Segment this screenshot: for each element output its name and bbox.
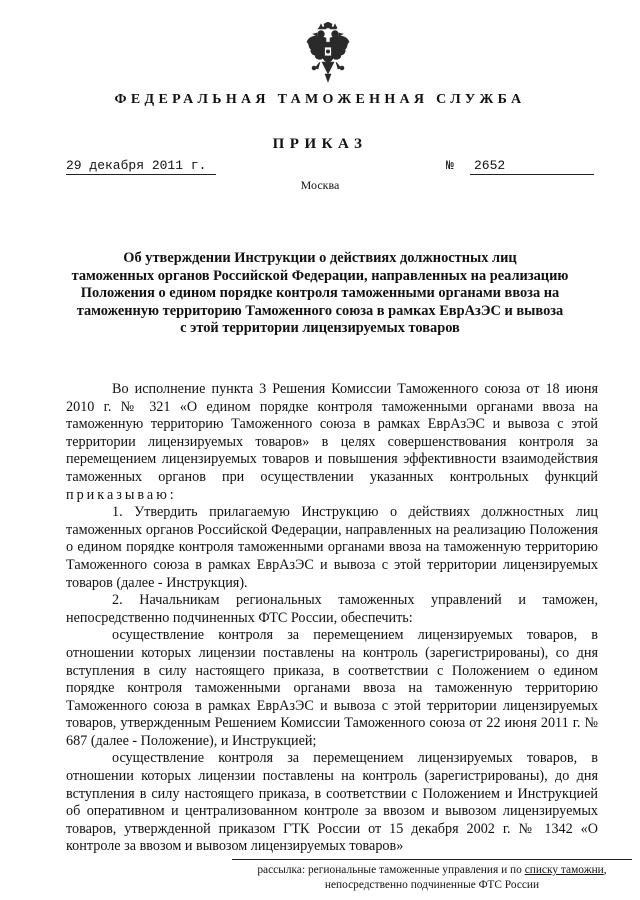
distribution-link[interactable]: списку таможни — [524, 864, 604, 876]
distribution-prefix: рассылка: региональные таможенные управления и по — [257, 864, 522, 876]
title-line: с этой территории лицензируемых товаров — [180, 320, 460, 337]
title-line: Положения о едином порядке контроля таможенными органами ввоза на — [80, 285, 560, 302]
title-line: Об утверждении Инструкции о действиях должностных лиц — [123, 250, 517, 266]
order-number-label: № — [446, 158, 454, 173]
document-type: ПРИКАЗ — [272, 136, 368, 152]
intro-text: Во исполнение пункта 3 Решения Комиссии Таможенного союза от 18 июня 2010 г. № 321 «О едином порядке контроля таможенными органами ввоза на таможенную территорию Таможенного союза в рамках ЕврАзЭС и вывоза с этой территории лицензируемых товаров» в целях совершенствования контроля за перемещением лицензируемых товаров и повышения эффективности взаимодействия таможенных органов при осуществлении указанных контрольных функций — [66, 381, 598, 485]
city: Москва — [300, 178, 340, 192]
distribution-note — [232, 863, 632, 893]
distribution-line — [232, 863, 632, 878]
order-body — [66, 381, 598, 856]
item-1: 1. Утвердить прилагаемую Инструкцию о действиях должностных лиц таможенных органов Российской Федерации, направленных на реализацию Положения о едином порядке контроля таможенными органами ввоза на таможенную территорию Таможенного союза в рамках ЕврАзЭС и вывоза с этой территории лицензируемых товаров (далее - Инструкция). — [66, 504, 598, 591]
distribution-line-2: непосредственно подчиненные ФТС России — [324, 879, 540, 891]
emblem — [306, 22, 350, 84]
order-title — [40, 250, 600, 338]
item-2: 2. Начальникам региональных таможенных управлений и таможен, непосредственно подчиненных ФТС России, обеспечить: — [66, 592, 598, 626]
order-date: 29 декабря 2011 г. — [66, 158, 216, 175]
double-headed-eagle-icon — [306, 22, 350, 84]
footer-separator — [232, 859, 632, 860]
intro-paragraph — [66, 381, 598, 504]
distribution-suffix: , — [603, 864, 607, 876]
order-word: приказываю: — [66, 486, 177, 503]
title-line: таможенную территорию Таможенного союза в рамках ЕврАзЭС и вывоза — [76, 302, 564, 319]
item-2-subitem-a: осуществление контроля за перемещением лицензируемых товаров, в отношении которых лицензии поставлены на контроль (зарегистрированы), со дня вступления в силу настоящего приказа, в соответствии с Положением о едином порядке контроля таможенными органами ввоза на таможенную территорию Таможенного союза в рамках ЕврАзЭС и вывоза с этой территории лицензируемых товаров, утвержденным Решением Комиссии Таможенного союза от 22 июня 2011 г. № 687 (далее - Положение), и Инструкцией; — [66, 627, 598, 749]
order-number: 2652 — [470, 158, 594, 175]
title-line: таможенных органов Российской Федерации, направленных на реализацию — [71, 267, 569, 284]
item-2-subitem-b: осуществление контроля за перемещением лицензируемых товаров, в отношении которых лицензии поставлены на контроль (зарегистрированы), до дня вступления в силу настоящего приказа, в соответствии с Положением и Инструкцией об оперативном и централизованном контроле за ввозом и вывозом лицензируемых товаров, утвержденной приказом ГТК России от 15 декабря 2002 г. № 1342 «О контроле за ввозом и вывозом лицензируемых товаров» — [66, 750, 598, 855]
agency-name: ФЕДЕРАЛЬНАЯ ТАМОЖЕННАЯ СЛУЖБА — [114, 92, 526, 107]
